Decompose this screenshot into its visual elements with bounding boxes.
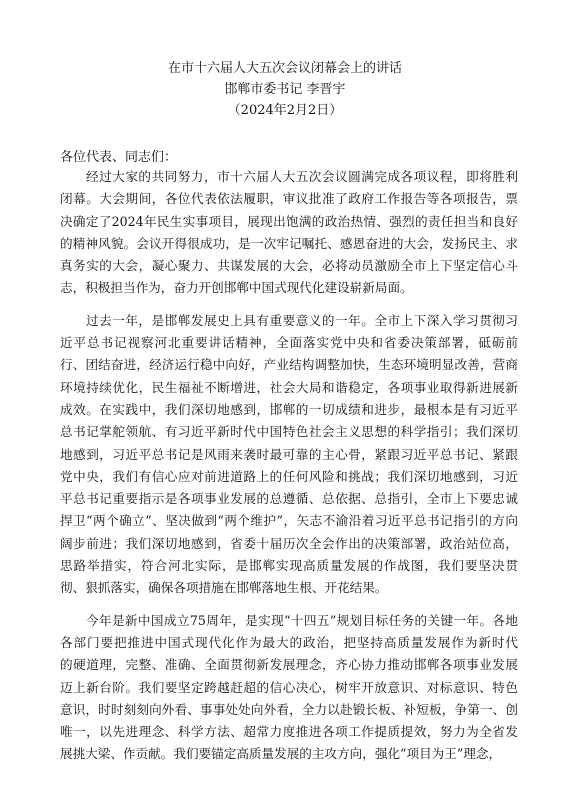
paragraph-line: 展挑大梁、作贡献。我们要锚定高质量发展的主攻方向，强化“项目为王”理念， (60, 746, 502, 762)
paragraph-line: 成效。在实践中，我们深切地感到，邯郸的一切成绩和进步，最根本是有习近平 (60, 401, 518, 417)
paragraph-line: 唯一，以先进理念、科学方法、超常力度推进各项工作提质提效，努力为全省发 (60, 724, 518, 740)
paragraph-line: 志，积极担当作为，奋力开创邯郸中国式现代化建设崭新局面。 (60, 280, 413, 296)
paragraph-line: 地感到，习近平总书记是风雨来袭时最可靠的主心骨，紧跟习近平总书记、紧跟 (60, 446, 518, 462)
paragraph (60, 310, 518, 600)
paragraph-line: 决确定了2024年民生实事项目，展现出饱满的政治热情、强烈的责任担当和良好 (60, 213, 518, 229)
paragraph-line: 行、团结奋进，经济运行稳中向好，产业结构调整加快，生态环境明显改善，营商 (60, 357, 518, 373)
paragraph-line: 闭幕。大会期间，各位代表依法履职，审议批准了政府工作报告等各项报告，票 (60, 191, 518, 207)
paragraph-line: 思路举措实，符合河北实际，是邯郸实现高质量发展的作战图，我们要坚决贯 (60, 558, 518, 574)
paragraph-line: 捍卫“两个确立”、坚决做到“两个维护”，矢志不渝沿着习近平总书记指引的方向 (60, 513, 518, 529)
speech-body (60, 166, 518, 776)
paragraph-line: 环境持续优化，民生福祉不断增进，社会大局和谐稳定，各项事业取得新进展新 (60, 379, 518, 395)
salutation: 各位代表、同志们： (60, 150, 178, 165)
paragraph-line: 今年是新中国成立75周年，是实现“十四五”规划目标任务的关键一年。各地 (86, 612, 518, 628)
date-line: （2024年2月2日） (227, 103, 343, 118)
speaker-line: 邯郸市委书记 李晋宇 (224, 82, 346, 97)
paragraph-line: 党中央，我们有信心应对前进道路上的任何风险和挑战；我们深切地感到，习近 (60, 468, 518, 484)
paragraph-line: 过去一年，是邯郸发展史上具有重要意义的一年。全市上下深入学习贯彻习 (86, 312, 518, 328)
paragraph-line: 彻、狠抓落实，确保各项措施在邯郸落地生根、开花结果。 (60, 580, 388, 596)
document-title: 在市十六届人大五次会议闭幕会上的讲话 (167, 61, 402, 76)
document-header (0, 58, 570, 121)
paragraph-line: 经过大家的共同努力，市十六届人大五次会议圆满完成各项议程，即将胜利 (86, 169, 518, 184)
paragraph (60, 610, 518, 766)
paragraph (60, 166, 518, 300)
paragraph-line: 总书记掌舵领航、有习近平新时代中国特色社会主义思想的科学指引；我们深切 (60, 424, 518, 440)
paragraph-line: 的硬道理，完整、准确、全面贯彻新发展理念，齐心协力推动邯郸各项事业发展 (60, 657, 518, 673)
paragraph-line: 的精神风貌。会议开得很成功，是一次牢记嘱托、感恩奋进的大会，发扬民主、求 (60, 235, 518, 251)
paragraph-line: 各部门要把推进中国式现代化作为最大的政治，把坚持高质量发展作为新时代 (60, 634, 518, 650)
paragraph-line: 迈上新台阶。我们要坚定跨越赶超的信心决心，树牢开放意识、对标意识、特色 (60, 679, 518, 695)
paragraph-line: 阔步前进；我们深切地感到，省委十届历次全会作出的决策部署，政治站位高， (60, 535, 518, 551)
paragraph-line: 意识，时时刻刻向外看、事事处处向外看，全力以赴锻长板、补短板，争第一、创 (60, 701, 518, 717)
paragraph-line: 平总书记重要指示是各项事业发展的总遵循、总依据、总指引，全市上下要忠诚 (60, 491, 518, 507)
paragraph-line: 真务实的大会，凝心聚力、共谋发展的大会，必将动员激励全市上下坚定信心斗 (60, 258, 518, 274)
paragraph-line: 近平总书记视察河北重要讲话精神，全面落实党中央和省委决策部署，砥砺前 (60, 335, 518, 351)
